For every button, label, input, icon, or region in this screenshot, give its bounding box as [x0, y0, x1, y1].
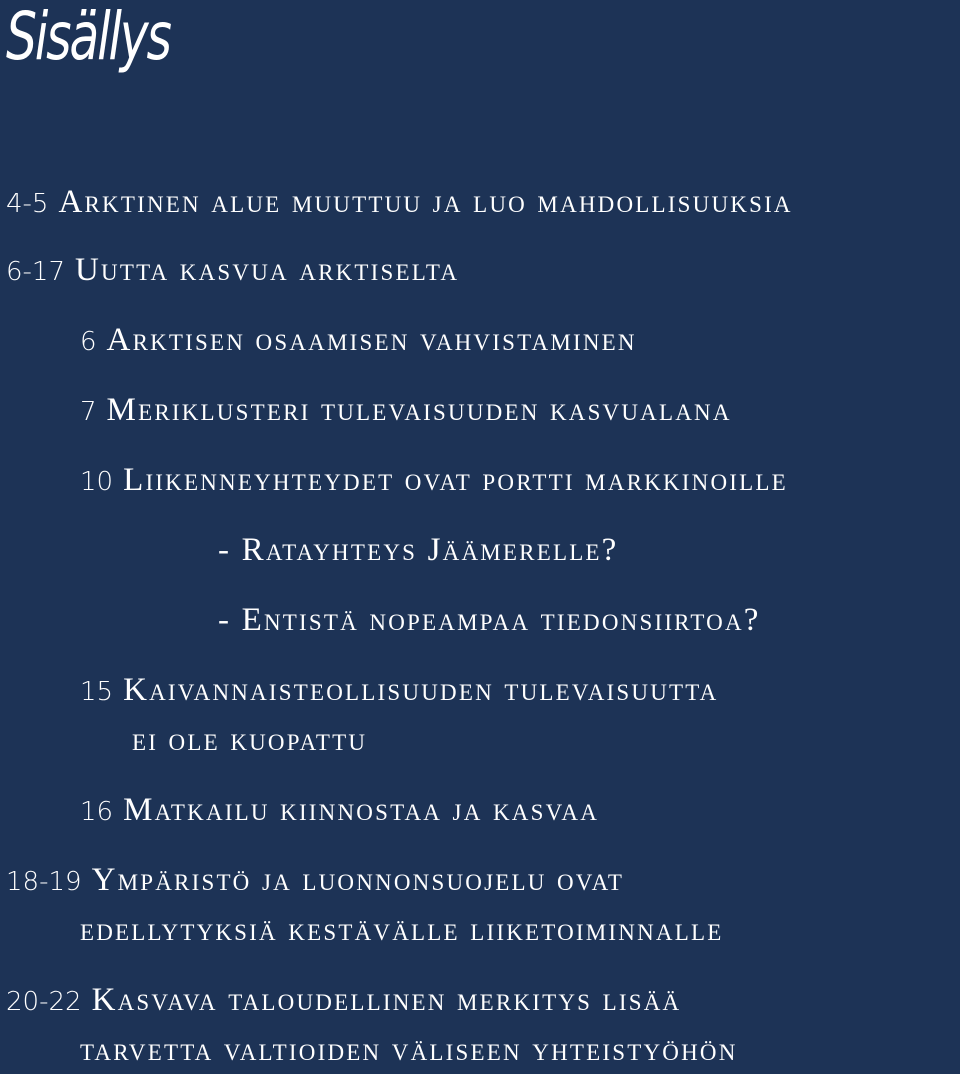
toc-entry-title: Arktinen alue muuttuu ja luo mahdollisuuksia	[58, 184, 793, 220]
toc-page-number: 7	[80, 397, 97, 427]
toc-page-number: 16	[80, 797, 114, 827]
toc-entry-title: Uutta kasvua arktiselta	[75, 252, 460, 288]
toc-page-number: 18-19	[6, 867, 82, 897]
toc-entry[interactable]	[6, 254, 459, 287]
toc-entry[interactable]	[6, 984, 681, 1017]
toc-entry[interactable]	[80, 464, 788, 497]
toc-entry[interactable]	[80, 394, 732, 427]
toc-entry-continuation	[132, 724, 367, 757]
toc-subentry[interactable]	[218, 604, 761, 637]
toc-entry-title-continued: ei ole kuopattu	[132, 722, 368, 758]
toc-page-number: 10	[80, 467, 114, 497]
toc-page-number: 15	[80, 677, 114, 707]
toc-entry[interactable]	[80, 794, 599, 827]
toc-page-number: 6	[80, 327, 97, 357]
toc-page-number: 4-5	[6, 189, 49, 219]
toc-subentry-title: - Entistä nopeampaa tiedonsiirtoa?	[218, 602, 761, 638]
toc-page-number: 6-17	[6, 257, 66, 287]
toc-page-number: 20-22	[6, 987, 82, 1017]
toc-entry-title: Arktisen osaamisen vahvistaminen	[106, 322, 637, 358]
toc-entry-title: Kaivannaisteollisuuden tulevaisuutta	[123, 672, 719, 708]
toc-entry-continuation	[80, 914, 723, 947]
toc-subentry-title: - Ratayhteys Jäämerelle?	[218, 532, 619, 568]
toc-entry-continuation	[80, 1034, 738, 1067]
toc-entry-title: Meriklusteri tulevaisuuden kasvualana	[106, 392, 732, 428]
toc-entry-title: Kasvava taloudellinen merkitys lisää	[91, 982, 682, 1018]
toc-entry[interactable]	[6, 186, 793, 219]
toc-entry[interactable]	[80, 674, 718, 707]
toc-entry[interactable]	[80, 324, 637, 357]
toc-entry-title: Ympäristö ja luonnonsuojelu ovat	[91, 862, 625, 898]
page-title: Sisällys	[6, 0, 170, 75]
toc-entry-title-continued: tarvetta valtioiden väliseen yhteistyöhön	[80, 1032, 738, 1068]
toc-entry-title-continued: edellytyksiä kestävälle liiketoiminnalle	[80, 912, 724, 948]
toc-entry-title: Liikenneyhteydet ovat portti markkinoille	[123, 462, 788, 498]
toc-subentry[interactable]	[218, 534, 619, 567]
toc-entry[interactable]	[6, 864, 624, 897]
toc-entry-title: Matkailu kiinnostaa ja kasvaa	[123, 792, 600, 828]
